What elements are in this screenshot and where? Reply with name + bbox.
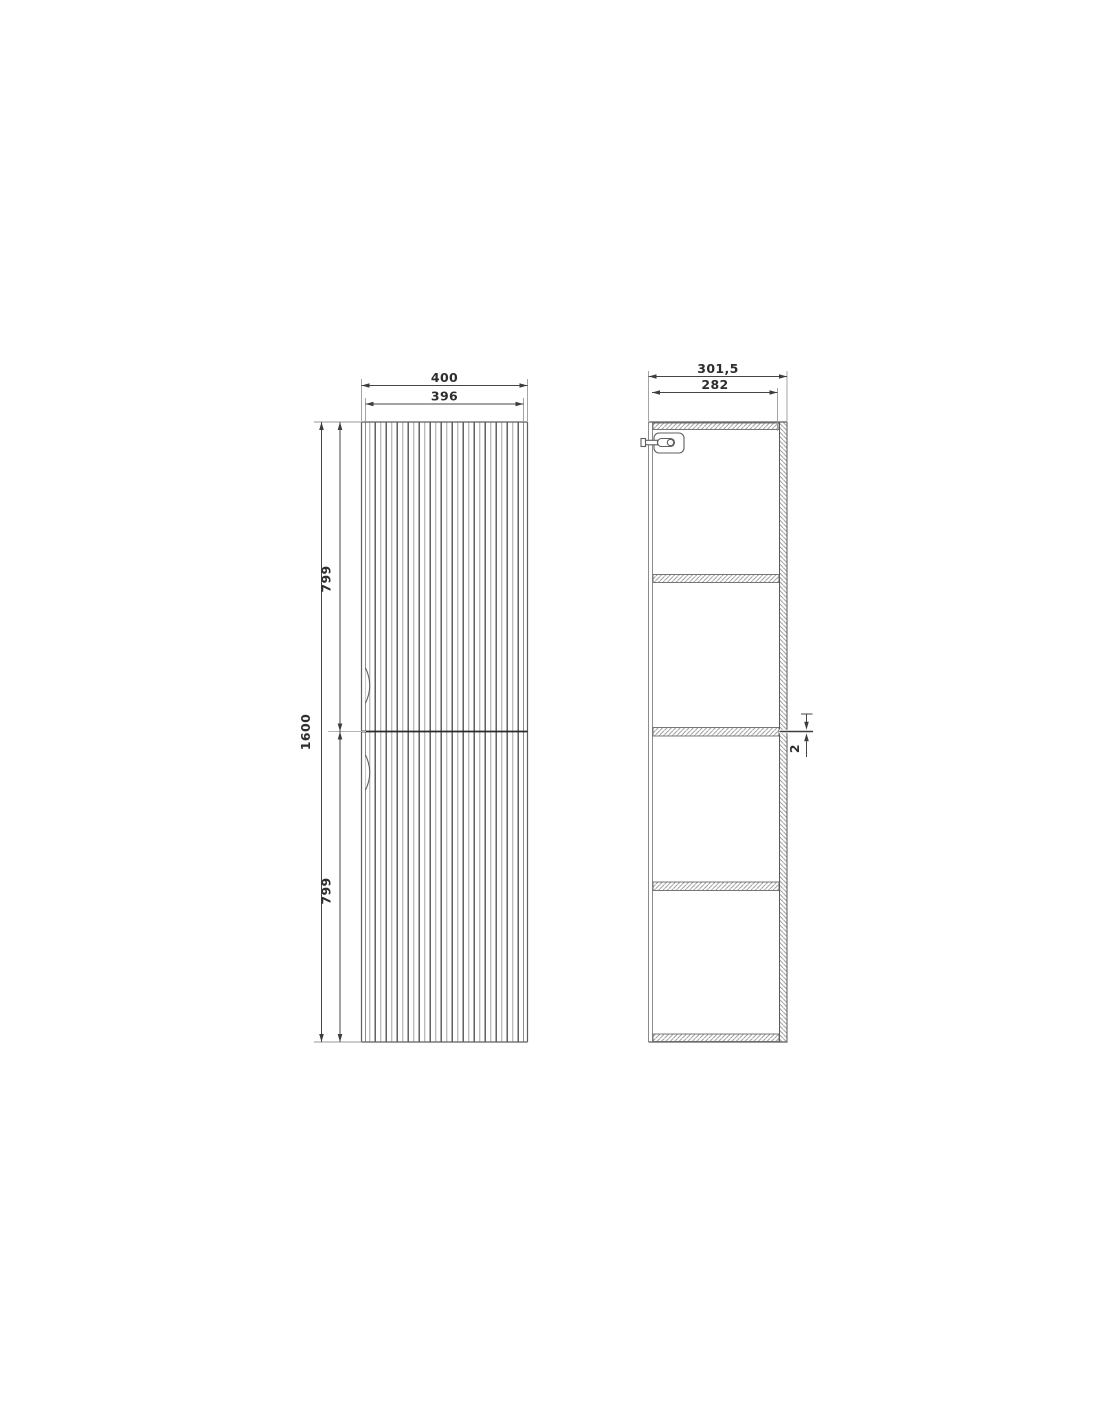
dim-label-front-width-inner: 396 — [430, 388, 459, 404]
shelf-panel-1 — [653, 575, 779, 583]
dim-label-lower-door-height: 799 — [318, 877, 334, 905]
side-view — [641, 422, 788, 1042]
dim-label-upper-door-height: 799 — [318, 565, 334, 593]
dim-side-depth — [649, 361, 788, 431]
dim-label-total-height: 1600 — [298, 713, 313, 751]
shelf-panel-2 — [653, 728, 779, 737]
bottom-panel-section — [653, 1034, 779, 1042]
dim-label-door-gap: 2 — [787, 743, 802, 754]
front-view — [362, 422, 528, 1042]
dim-label-depth-inner: 282 — [701, 377, 729, 392]
dim-label-front-width-outer: 400 — [430, 370, 459, 385]
wall-hanger-icon — [654, 433, 684, 453]
dim-label-depth-outer: 301,5 — [697, 361, 739, 376]
dim-front-width — [362, 370, 528, 421]
dim-front-height — [298, 422, 366, 1042]
top-panel-section — [653, 423, 779, 430]
shelf-panel-3 — [653, 882, 779, 891]
